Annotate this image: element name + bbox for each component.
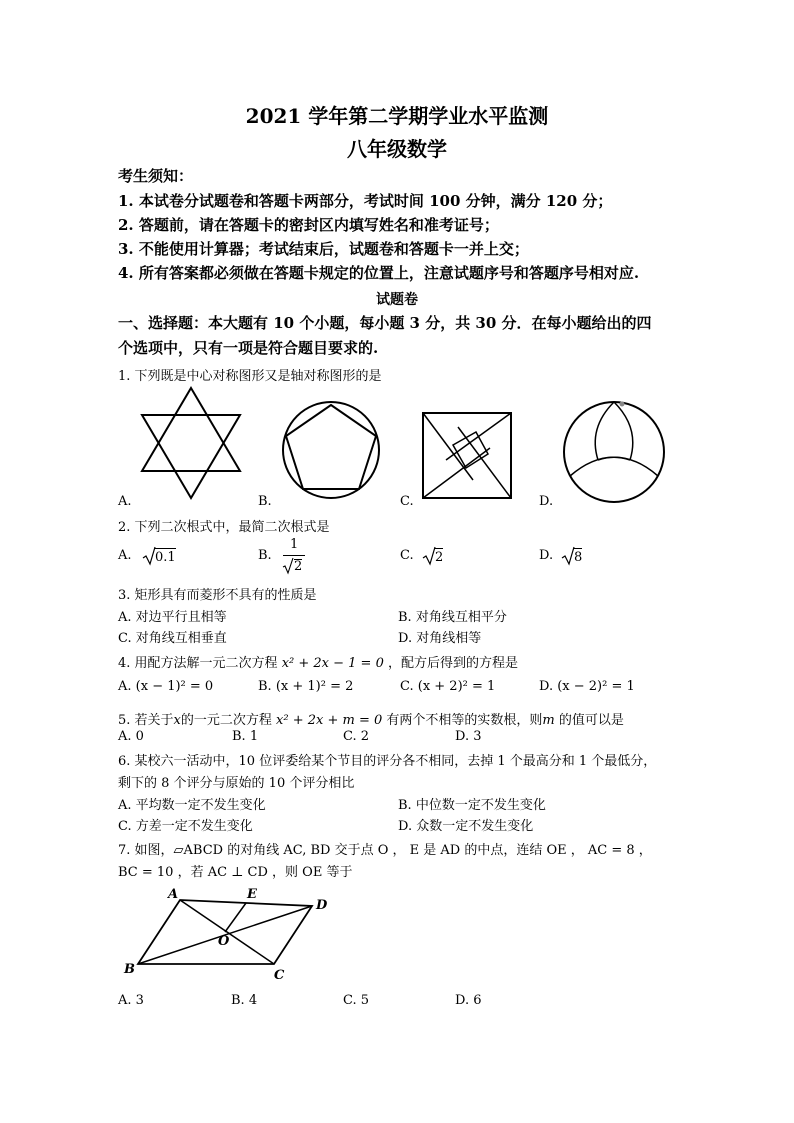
point-label-o: O bbox=[218, 934, 230, 949]
q6-option-b: B. 中位数一定不发生变化 bbox=[398, 798, 546, 813]
notice-item: 2. 答题前，请在答题卡的密封区内填写姓名和准考证号； bbox=[118, 216, 499, 234]
q5-option-c: C. 2 bbox=[343, 729, 370, 744]
point-label-a: A bbox=[168, 887, 179, 902]
notice-heading: 考生须知： bbox=[118, 167, 194, 185]
q1-option-a-label: A. bbox=[118, 494, 132, 509]
exam-title: 2021 学年第二学期学业水平监测 bbox=[245, 104, 549, 128]
q5-var-x: x bbox=[173, 713, 181, 728]
notice-item: 3. 不能使用计算器；考试结束后，试题卷和答题卡一并上交； bbox=[118, 240, 529, 258]
notice-item: 1. 本试卷分试题卷和答题卡两部分，考试时间 100 分钟，满分 120 分； bbox=[118, 192, 613, 210]
q3-option-a: A. 对边平行且相等 bbox=[118, 610, 227, 625]
q7-option-c: C. 5 bbox=[343, 993, 370, 1008]
q6-option-a: A. 平均数一定不发生变化 bbox=[118, 798, 266, 813]
q5-stem-pre: 5. 若关于 bbox=[118, 713, 174, 728]
question-5-stem bbox=[118, 709, 624, 728]
q5-stem-post: 的值可以是 bbox=[558, 713, 624, 728]
point-label-d: D bbox=[316, 898, 328, 913]
q5-stem-mid: 的一元二次方程 bbox=[180, 713, 272, 728]
figure-square-pinwheel bbox=[418, 410, 516, 500]
q5-option-d: D. 3 bbox=[455, 729, 482, 744]
q6-option-c: C. 方差一定不发生变化 bbox=[118, 819, 253, 834]
q4-stem-post: ，配方后得到的方程是 bbox=[388, 656, 519, 671]
q7-option-b: B. 4 bbox=[231, 993, 258, 1008]
sqrt-icon bbox=[282, 557, 294, 575]
q1-option-b-label: B. bbox=[258, 494, 272, 509]
q7-option-a: A. 3 bbox=[118, 993, 144, 1008]
q4-equation: x² + 2x − 1 = 0 bbox=[281, 656, 384, 671]
q3-option-d: D. 对角线相等 bbox=[398, 631, 482, 646]
figure-circle-three-arcs bbox=[560, 398, 668, 504]
q4-option-d: D. (x − 2)² = 1 bbox=[539, 679, 635, 694]
question-4-stem bbox=[118, 652, 518, 671]
question-7-stem: 7. 如图，▱ABCD 的对角线 AC, BD 交于点 O ， E 是 AD 的中点，连结 OE ， AC = 8 ， bbox=[118, 843, 652, 858]
q5-option-a: A. 0 bbox=[118, 729, 144, 744]
sqrt-icon bbox=[422, 546, 436, 566]
q2-option-b-denominator: 2 bbox=[294, 559, 303, 574]
section-heading: 一、选择题：本大题有 10 个小题，每小题 3 分，共 30 分．在每小题给出的四 bbox=[118, 314, 652, 332]
figure-hexagram bbox=[138, 386, 244, 502]
q2-option-c-label: C. bbox=[400, 548, 414, 563]
paper-label: 试题卷 bbox=[376, 292, 418, 308]
q1-option-c-label: C. bbox=[400, 494, 414, 509]
question-6-stem: 6. 某校六一活动中，10 位评委给某个节目的评分各不相同，去掉 1 个最高分和 1 个最低分， bbox=[118, 754, 657, 769]
q5-option-b: B. 1 bbox=[232, 729, 259, 744]
q4-option-c: C. (x + 2)² = 1 bbox=[400, 679, 496, 694]
q6-option-d: D. 众数一定不发生变化 bbox=[398, 819, 534, 834]
sqrt-icon bbox=[142, 546, 156, 566]
exam-subtitle: 八年级数学 bbox=[347, 137, 447, 161]
q3-option-b: B. 对角线互相平分 bbox=[398, 610, 507, 625]
figure-circle-pentagon bbox=[278, 400, 384, 500]
q2-option-b-label: B. bbox=[258, 548, 272, 563]
q5-equation: x² + 2x + m = 0 bbox=[276, 713, 383, 728]
q2-option-b-numerator: 1 bbox=[290, 537, 299, 552]
question-2-stem: 2. 下列二次根式中，最简二次根式是 bbox=[118, 520, 330, 535]
point-label-b: B bbox=[124, 962, 135, 977]
question-6-stem-cont: 剩下的 8 个评分与原始的 10 个评分相比 bbox=[118, 776, 355, 791]
q5-stem-mid2: 有两个不相等的实数根，则 bbox=[386, 713, 543, 728]
sqrt-icon bbox=[561, 546, 575, 566]
point-label-e: E bbox=[247, 887, 257, 902]
q2-option-d-label: D. bbox=[539, 548, 554, 563]
q1-option-d-label: D. bbox=[539, 494, 554, 509]
q5-var-m: m bbox=[542, 713, 555, 728]
q2-option-c-radicand: 2 bbox=[435, 550, 444, 565]
notice-item: 4. 所有答案都必须做在答题卡规定的位置上，注意试题序号和答题序号相对应. bbox=[118, 264, 640, 282]
question-3-stem: 3. 矩形具有而菱形不具有的性质是 bbox=[118, 588, 317, 603]
q4-option-b: B. (x + 1)² = 2 bbox=[258, 679, 354, 694]
fraction-bar bbox=[283, 555, 305, 556]
q2-option-d-radicand: 8 bbox=[574, 550, 583, 565]
q3-option-c: C. 对角线互相垂直 bbox=[118, 631, 227, 646]
q2-option-a-radicand: 0.1 bbox=[155, 550, 176, 565]
q7-option-d: D. 6 bbox=[455, 993, 482, 1008]
question-1-stem: 1. 下列既是中心对称图形又是轴对称图形的是 bbox=[118, 369, 382, 384]
point-label-c: C bbox=[274, 968, 285, 983]
q2-option-a-label: A. bbox=[118, 548, 132, 563]
q4-option-a: A. (x − 1)² = 0 bbox=[118, 679, 214, 694]
q4-stem-pre: 4. 用配方法解一元二次方程 bbox=[118, 656, 278, 671]
section-heading-cont: 个选项中，只有一项是符合题目要求的. bbox=[118, 339, 379, 357]
question-7-stem-cont: BC = 10 ，若 AC ⊥ CD ，则 OE 等于 bbox=[118, 865, 353, 880]
